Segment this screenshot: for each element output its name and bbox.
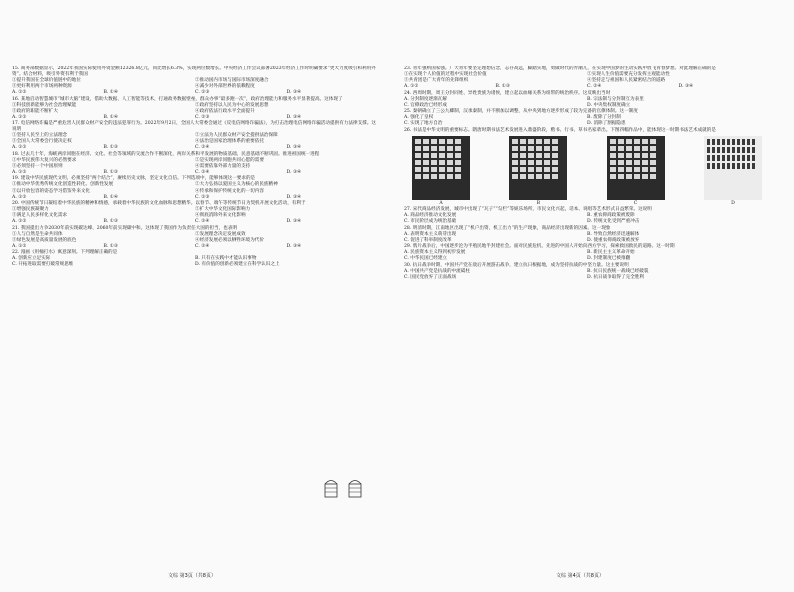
option: ①在实现个人价值的过程中实现社会价值	[404, 72, 487, 78]
right-column	[404, 66, 770, 566]
option: A. 中国共产党是抗战的中流砥柱	[404, 268, 470, 274]
answer-choice: A. ①②	[12, 169, 27, 175]
answer-choices	[12, 115, 378, 121]
option: ②政府坚持以人民为中心的发展思想	[195, 102, 269, 108]
answer-choice: B. ①③	[103, 243, 119, 249]
option-list	[404, 269, 770, 281]
option: A. 商品经济推动文化发展	[404, 213, 457, 219]
question-stem: 29. 鸦片战争后，中国逐步沦为半殖民地半封建社会。面对民族危机，先进的中国人开始向西方学习，探索救国救民的道路。这一时期	[404, 244, 675, 250]
option: D. 抗日战争取得了完全胜利	[587, 274, 644, 280]
option: ③绿色发展是高质量发展的底色	[12, 237, 77, 243]
question-stem: 27. 宋代商品经济发展，城市中出现了“瓦子”“勾栏”等娱乐场所，市民文化兴起，话本、说唱等艺术形式日益繁荣。这说明	[404, 207, 652, 213]
answer-choice: B. ①④	[103, 90, 119, 96]
question	[12, 152, 378, 176]
question	[12, 201, 378, 225]
option: ④坚持走与祖国和人民紧密结合的道路	[587, 78, 666, 84]
answer-choice: D. ③④	[286, 194, 302, 200]
option: B. 新民主主义革命开始	[587, 250, 635, 256]
question-stem: 15. 商务部数据显示，2022年我国实际使用外资金额12326.8亿元，同比增长6.3%，实现两位数增长。中央经济工作会议部署2023年经济工作时明确要求“更大力度吸引和利用外资”。结合材料，吸引外资有利于我国	[12, 66, 376, 78]
answer-choice: B. ①④	[103, 114, 119, 120]
option: A. 强化了皇权	[404, 115, 434, 121]
option-list	[404, 213, 770, 225]
option: C. 实现了地方自治	[404, 121, 443, 127]
question	[12, 121, 378, 151]
option-list	[12, 256, 378, 268]
answer-choices	[12, 244, 378, 250]
option: A. 民族资本主义得到初步发展	[404, 250, 466, 256]
question	[12, 97, 378, 121]
answer-choice: D. ③④	[286, 219, 302, 225]
answer-choice: A. ①②	[12, 243, 27, 249]
option: ③满足人民多样化文化需求	[12, 213, 68, 219]
answer-choice: B. ①③	[103, 219, 119, 225]
question	[404, 263, 770, 281]
question-stem: 23. 青年强则国家强。广大青年要坚定理想信念，志存高远，脚踏实地，勇做时代的弄潮儿，在实现中国梦的生动实践中放飞青春梦想。对此理解正确的是	[404, 66, 716, 71]
question-stem: 24. 西周时期，周王分封同姓、异姓贵族为诸侯，建立起以血缘关系为纽带的统治秩序。这反映出当时	[404, 90, 611, 96]
option-list	[12, 158, 378, 170]
question-stem: 28. 明清时期，江南地区出现了“机户出资，机工出力”的生产现象，商品经济出现新的因素。这一现象	[404, 225, 611, 231]
option: ③必须坚持一个中国原则	[12, 163, 63, 169]
option: D. 有价值的创新必须建立在科学认识之上	[195, 262, 280, 268]
option: ②推动国内市场与国际市场深度融合	[195, 78, 269, 84]
answer-choice: C. ②③	[195, 90, 210, 96]
option: ④彻底消除外来文化影响	[195, 213, 246, 219]
question	[12, 250, 378, 268]
option-list	[12, 78, 378, 90]
option-list	[12, 133, 378, 145]
option: ②立法为人民群众财产安全提供法治保障	[195, 133, 278, 139]
question	[404, 226, 770, 244]
option: A. 表明资本主义萌芽出现	[404, 231, 457, 237]
option: ①增强民族凝聚力	[12, 207, 49, 213]
answer-choice: D. ③④	[286, 169, 302, 175]
option: C. 促进了科举制度改革	[404, 237, 452, 243]
option: A. 创新应立足实际	[12, 256, 51, 262]
option: ①中华民族伟大复兴的必然要求	[12, 157, 77, 163]
question	[404, 207, 770, 225]
calligraphy-sample	[509, 136, 567, 200]
answer-choice: C. ②④	[195, 145, 210, 151]
option: ④传承和保护传统文化的一切内容	[195, 188, 264, 194]
option-list	[404, 250, 770, 262]
answer-choice: A. ①②	[12, 194, 27, 200]
calligraphy-label: B	[536, 200, 541, 206]
option: ②扩大中华文化国际影响力	[195, 207, 251, 213]
option: ①坚持人民至上的立法理念	[12, 133, 68, 139]
option: D. 封建制度已被推翻	[587, 256, 631, 262]
option: A. 分封制度逐渐瓦解	[404, 96, 447, 102]
option: B. 只有在实践中才能认识事物	[195, 256, 257, 262]
question-stem: 18. 过去几十年，海峡两岸同胞在经济、文化、社会等领域的交流合作不断深化，两岸关系和平发展的物质基础、民意基础不断巩固。推进祖国统一进程	[12, 151, 320, 157]
answer-choice: A. ①②	[404, 84, 419, 90]
calligraphy-label: C	[633, 200, 638, 206]
answer-choice: C. ②④	[195, 169, 210, 175]
question-stem: 21. 我国提出力争2030年前实现碳达峰、2060年前实现碳中和。这体现了我国作为负责任大国的担当，也表明	[12, 225, 238, 231]
answer-choice: D. ③④	[286, 90, 302, 96]
answer-choice: A. ①②	[12, 219, 27, 225]
question-stem: 17. 电信网络诈骗是严重危害人民群众财产安全的违法犯罪行为。2022年9月2日，全国人大常委会通过《反电信网络诈骗法》，为打击治理电信网络诈骗活动提供有力法律支撑。这说明	[12, 121, 376, 133]
option: ②是实现两岸同胞共同心愿的需要	[195, 157, 264, 163]
calligraphy-labels	[412, 201, 762, 207]
option-list	[12, 232, 378, 244]
option: ②大力弘扬以爱国主义为核心的民族精神	[195, 182, 278, 188]
option: C. 官僚政治已经形成	[404, 102, 448, 108]
question-stem: 26. 书法是中华文明的重要标志。隋唐时期书法艺术发展进入鼎盛阶段，楷书、行书、草书名家辈出。下图四幅作品中，能体现这一时期书法艺术成就的是	[404, 127, 716, 133]
option: ①提升我国在全球价值链中的地位	[12, 78, 81, 84]
option: ③更好利用两个市场两种资源	[12, 84, 72, 90]
answer-choices	[12, 145, 378, 151]
option: ④需要依靠外部力量的支持	[195, 163, 251, 169]
option-list	[12, 103, 378, 115]
option: ④减少对外部世界的依赖程度	[195, 84, 255, 90]
option: D. 传统文化受到严重冲击	[587, 219, 640, 225]
option: ③全国人大常委会行使决定权	[12, 139, 72, 145]
option: ④法治是国家治理体系的重要依托	[195, 139, 264, 145]
question-stem: 16. 某地启动智慧城市“城市大脑”建设，借助大数据、人工智能等技术，打通政务数据壁垒，群众办事“最多跑一次”，政府治理能力和服务水平显著提高。这体现了	[12, 96, 343, 102]
page-footer-right: 文综 第4页（共8页）	[556, 573, 604, 579]
answer-choice: B. ①④	[103, 194, 119, 200]
calligraphy-sample	[412, 136, 470, 200]
answer-choices	[12, 90, 378, 96]
question	[12, 226, 378, 250]
option-list	[404, 97, 770, 109]
option: C. 市民阶层成为统治基础	[404, 219, 457, 225]
option: B. 导致自然经济迅速解体	[587, 231, 640, 237]
option: ③共青团是广大青年的先锋组织	[404, 78, 469, 84]
calligraphy-sample	[704, 136, 762, 200]
option: ①科技创新能够为社会治理赋能	[12, 102, 77, 108]
answer-choice: B. ①③	[103, 145, 119, 151]
answer-choice: C. ②③	[195, 114, 210, 120]
question	[404, 128, 770, 207]
bucket-cartoon-image	[322, 476, 366, 498]
option: B. 废除了分封制	[587, 115, 621, 121]
page-footer-left: 文综 第3页（共8页）	[168, 573, 216, 579]
answer-choice: C. ②④	[195, 219, 210, 225]
question-stem: 30. 抗日战争时期，中国共产党在敌后开展游击战争，建立抗日根据地，成为坚持抗战的中坚力量。这主要说明	[404, 262, 629, 268]
option-list	[12, 182, 378, 194]
answer-choice: C. ②④	[587, 84, 602, 90]
question	[404, 91, 770, 109]
question-stem: 19. 建设中华民族现代文明，必须坚持“两个结合”，赓续历史文脉，坚定文化自信。下列选项中，能够体现这一要求的是	[12, 176, 256, 182]
option: ②实现人生价值需要充分发挥主观能动性	[587, 72, 670, 78]
calligraphy-label: D	[731, 200, 735, 206]
question-stem: 22. 漫画《用桶打水》寓意深刻。下列理解正确的是	[12, 250, 118, 256]
option-list	[404, 72, 770, 84]
option: C. 开拓进取需要打破常规思维	[12, 262, 74, 268]
option: D. 中央集权制度确立	[587, 102, 631, 108]
calligraphy-images	[412, 136, 762, 200]
answer-choice: D. ③④	[286, 114, 302, 120]
question-stem: 25. 秦朝确立了三公九卿制，汉承秦制，并不断加以调整，从中央到地方逐步形成了较为完备的官僚体制。这一制度	[404, 109, 638, 115]
option: ④经济发展必须以牺牲环境为代价	[195, 237, 264, 243]
calligraphy-sample	[607, 136, 665, 200]
question	[404, 66, 770, 90]
answer-choices	[404, 84, 770, 90]
option: C. 中华民国已经建立	[404, 256, 448, 262]
option: ③以开放包容的姿态学习借鉴外来文化	[12, 188, 91, 194]
answer-choice: A. ①②	[12, 90, 27, 96]
option-list	[404, 232, 770, 244]
answer-choice: C. ②④	[195, 243, 210, 249]
answer-choice: A. ①②	[12, 145, 27, 151]
option: ②发展理念决定发展成效	[195, 231, 246, 237]
option: ③政府的职能不断扩大	[12, 108, 58, 114]
option: ①推动中华优秀传统文化创造性转化、创新性发展	[12, 182, 114, 188]
option-list	[404, 115, 770, 127]
question-stem: 20. 中国传统节日凝结着中华民族的精神和情感，承载着中华民族的文化血脉和思想精华。以春节、端午等传统节日为契机开展文化活动，有利于	[12, 200, 306, 206]
option-list	[12, 207, 378, 219]
option: ④政府依法行政水平全面提升	[195, 108, 255, 114]
calligraphy-label: A	[439, 200, 443, 206]
option: D. 使重农抑商政策被放弃	[587, 237, 640, 243]
option: B. 宗法制与分封制互为表里	[587, 96, 644, 102]
answer-choice: B. ①③	[495, 84, 511, 90]
answer-choice: D. ③④	[286, 243, 302, 249]
answer-choice: D. ③④	[286, 145, 302, 151]
question	[404, 109, 770, 127]
option: B. 抗日民族统一战线已经破裂	[587, 268, 649, 274]
option: ①人与自然是生命共同体	[12, 231, 63, 237]
answer-choices	[12, 219, 378, 225]
question	[404, 244, 770, 262]
option: C. 国民党放弃了正面战场	[404, 274, 457, 280]
answer-choice: A. ①②	[12, 114, 27, 120]
answer-choice: B. ①③	[103, 169, 119, 175]
answer-choice: D. ③④	[678, 84, 694, 90]
question	[12, 66, 378, 96]
question	[12, 176, 378, 200]
answer-choices	[12, 195, 378, 201]
answer-choice: C. ②③	[195, 194, 210, 200]
option: D. 消除了割据隐患	[587, 121, 626, 127]
option: B. 重农抑商政策被废除	[587, 213, 635, 219]
